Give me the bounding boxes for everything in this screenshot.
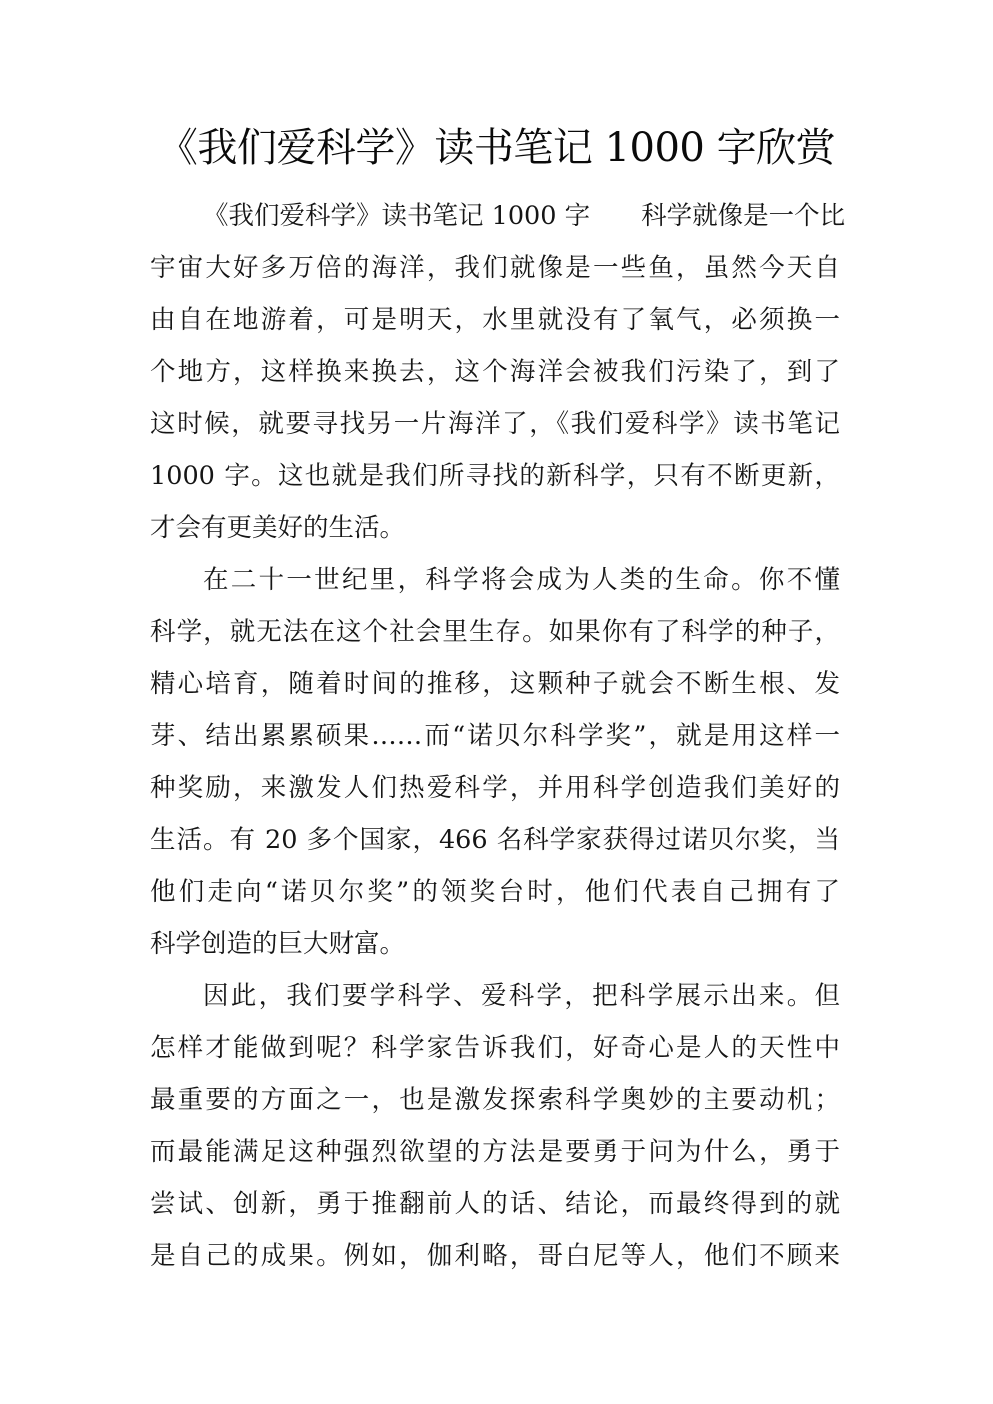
text-line: 宇宙大好多万倍的海洋，我们就像是一些鱼，虽然今天自: [150, 253, 840, 283]
text-line: 科学，就无法在这个社会里生存。如果你有了科学的种子，: [150, 617, 840, 647]
text-line: 《我们爱科学》读书笔记 1000 字 科学就像是一个比: [203, 201, 846, 231]
paragraph-2: [150, 554, 840, 970]
text-line: 这时候，就要寻找另一片海洋了，《我们爱科学》读书笔记: [150, 409, 840, 439]
text-line: 最重要的方面之一，也是激发探索科学奥妙的主要动机；: [150, 1085, 840, 1115]
text-line: 科学创造的巨大财富。: [150, 929, 406, 959]
text-line: 他们走向“诺贝尔奖”的领奖台时，他们代表自己拥有了: [150, 877, 840, 907]
paragraph-3: [150, 970, 840, 1282]
text-line: 生活。有 20 多个国家，466 名科学家获得过诺贝尔奖，当: [150, 825, 840, 855]
text-line: 因此，我们要学科学、爱科学，把科学展示出来。但: [203, 981, 840, 1011]
text-line: 由自在地游着，可是明天，水里就没有了氧气，必须换一: [150, 305, 840, 335]
document-body: [150, 190, 846, 1282]
text-line: 在二十一世纪里，科学将会成为人类的生命。你不懂: [203, 565, 840, 595]
text-line: 怎样才能做到呢？科学家告诉我们，好奇心是人的天性中: [150, 1033, 840, 1063]
text-line: 是自己的成果。例如，伽利略，哥白尼等人，他们不顾来: [150, 1241, 840, 1271]
text-line: 而最能满足这种强烈欲望的方法是要勇于问为什么，勇于: [150, 1137, 840, 1167]
paragraph-1: [150, 190, 846, 554]
text-line: 种奖励，来激发人们热爱科学，并用科学创造我们美好的: [150, 773, 840, 803]
text-line: 精心培育，随着时间的推移，这颗种子就会不断生根、发: [150, 669, 840, 699]
document-title: 《我们爱科学》读书笔记 1000 字欣赏: [157, 125, 836, 171]
text-line: 芽、结出累累硕果……而“诺贝尔科学奖”，就是用这样一: [150, 721, 840, 751]
text-line: 才会有更美好的生活。: [150, 513, 406, 543]
text-line: 1000 字。这也就是我们所寻找的新科学，只有不断更新，: [150, 461, 840, 491]
text-line: 个地方，这样换来换去，这个海洋会被我们污染了，到了: [150, 357, 840, 387]
text-line: 尝试、创新，勇于推翻前人的话、结论，而最终得到的就: [150, 1189, 840, 1219]
